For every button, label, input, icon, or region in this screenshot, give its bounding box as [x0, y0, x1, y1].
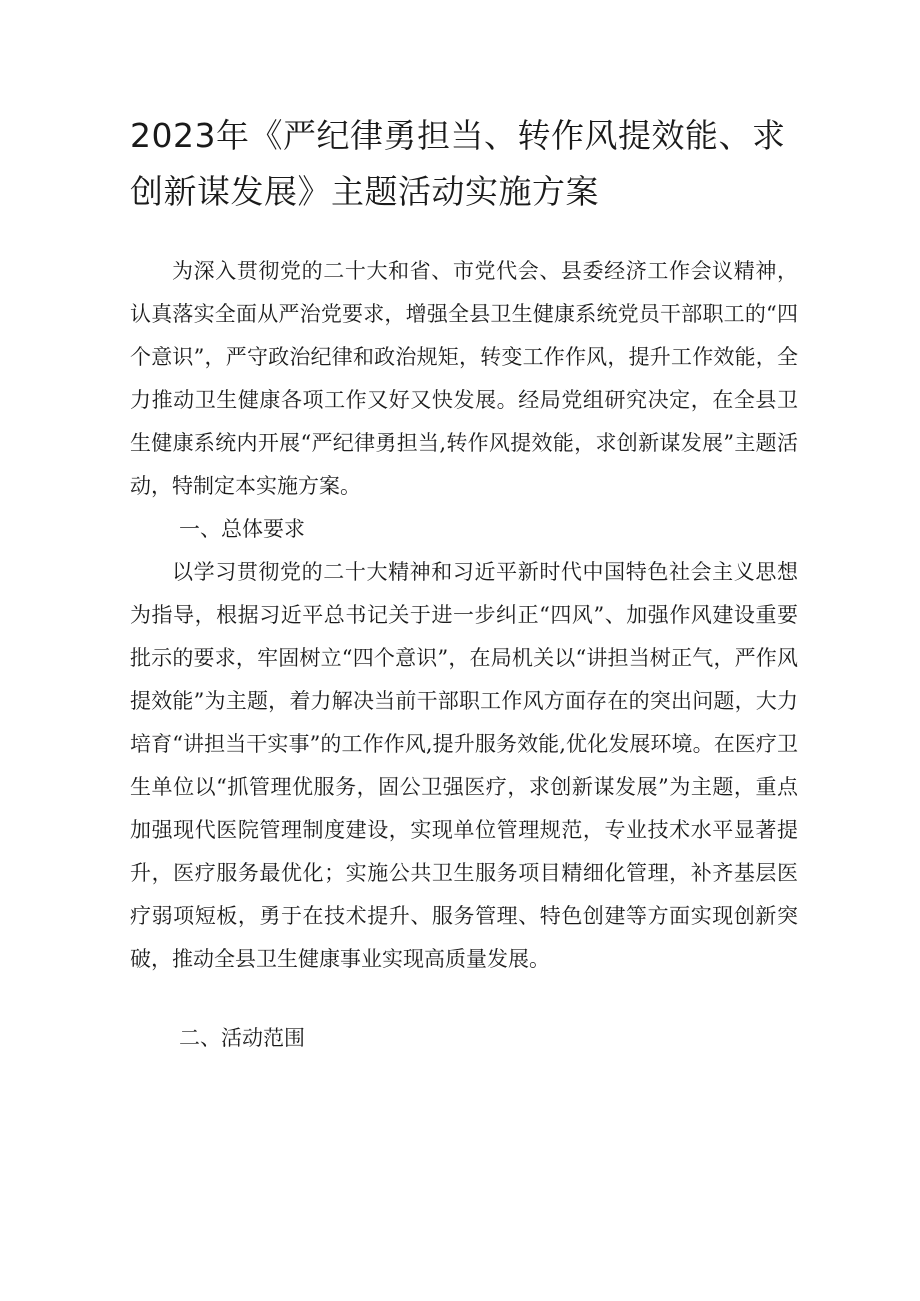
intro-paragraph: 为深入贯彻党的二十大和省、市党代会、县委经济工作会议精神，认真落实全面从严治党要求，增强全县卫生健康系统党员干部职工的“四个意识”，严守政治纪律和政治规矩，转变工作作风，提升工作效能，全力推动卫生健康各项工作又好又快发展。经局党组研究决定，在全县卫生健康系统内开展“严纪律勇担当,转作风提效能，求创新谋发展”主题活动，特制定本实施方案。 — [130, 259, 798, 498]
section-heading-activity-scope: 二、活动范围 — [179, 1026, 305, 1050]
document-title: 2023年《严纪律勇担当、转作风提效能、求创新谋发展》主题活动实施方案 — [130, 116, 786, 211]
section-paragraph-overall-requirements: 以学习贯彻党的二十大精神和习近平新时代中国特色社会主义思想为指导，根据习近平总书记关于进一步纠正“四风”、加强作风建设重要批示的要求，牢固树立“四个意识”，在局机关以“讲担当树正气，严作风提效能”为主题，着力解决当前干部职工作风方面存在的突出问题，大力培育“讲担当干实事”的工作作风,提升服务效能,优化发展环境。在医疗卫生单位以“抓管理优服务，固公卫强医疗，求创新谋发展”为主题，重点加强现代医院管理制度建设，实现单位管理规范，专业技术水平显著提升，医疗服务最优化；实施公共卫生服务项目精细化管理，补齐基层医疗弱项短板，勇于在技术提升、服务管理、特色创建等方面实现创新突破，推动全县卫生健康事业实现高质量发展。 — [130, 560, 798, 971]
section-heading-overall-requirements: 一、总体要求 — [179, 517, 305, 541]
document-body — [130, 250, 798, 1060]
